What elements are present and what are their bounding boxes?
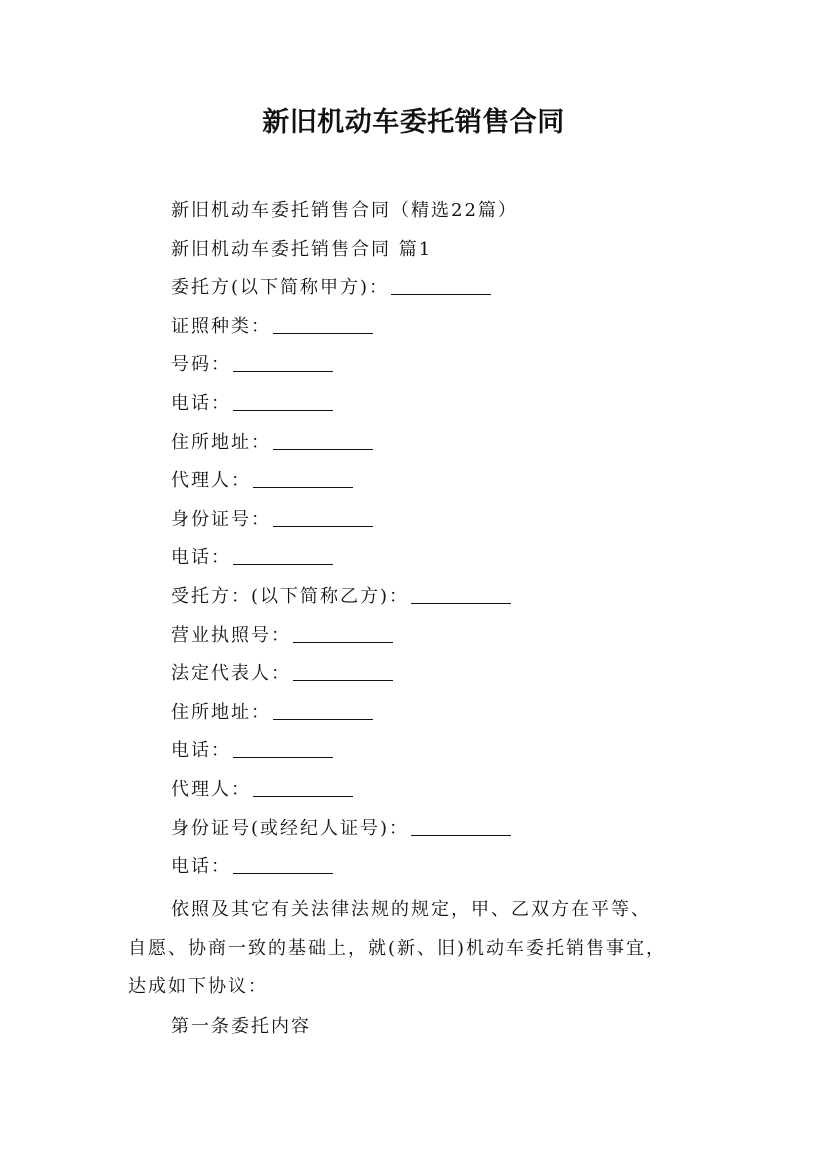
form-field-line [171,737,333,765]
blank-underline [233,546,333,565]
blank-underline [273,315,373,334]
form-field-line [171,583,511,611]
document-title: 新旧机动车委托销售合同 [262,107,565,138]
form-field-line [171,313,373,341]
blank-underline [233,739,333,758]
form-field-line [171,622,393,650]
blank-underline [273,431,373,450]
paragraph-line-3: 达成如下协议： [128,976,268,997]
form-field-line [171,429,373,457]
blank-underline [253,469,353,488]
field-label: 电话： [171,547,231,569]
blank-underline [411,585,511,604]
field-label: 住所地址： [171,431,271,453]
field-label: 代理人： [171,470,251,492]
field-label: 受托方：(以下简称乙方)： [171,586,410,607]
field-label: 法定代表人： [171,663,291,685]
field-label: 住所地址： [171,701,271,723]
field-label: 代理人： [171,779,251,800]
blank-underline [233,353,333,372]
blank-underline [233,855,333,874]
section-heading: 第一条委托内容 [171,1016,311,1037]
blank-underline [293,624,393,643]
form-field-line [171,351,333,379]
blank-underline [293,662,393,681]
field-label: 委托方(以下简称甲方)： [171,277,390,299]
field-label: 身份证号(或经纪人证号)： [171,817,410,839]
field-label: 身份证号： [171,508,271,530]
field-label: 号码： [171,354,231,376]
blank-underline [233,392,333,411]
blank-underline [273,508,373,527]
blank-underline [273,701,373,720]
paragraph-line-2: 自愿、协商一致的基础上，就(新、旧)机动车委托销售事宜， [128,938,667,959]
field-label: 电话： [171,856,231,878]
field-label: 电话： [171,393,231,414]
field-label: 电话： [171,740,231,762]
paragraph-line-1: 依照及其它有关法律法规的规定，甲、乙双方在平等、 [171,899,651,920]
heading-line [171,236,432,264]
form-field-line [171,467,353,495]
field-label: 营业执照号： [171,624,291,646]
form-field-line [171,853,333,881]
form-field-line [171,660,393,688]
blank-underline [391,276,491,295]
field-label: 新旧机动车委托销售合同（精选22篇） [171,200,518,221]
blank-underline [411,817,511,836]
form-field-line [171,776,353,804]
form-field-line [171,274,491,302]
form-field-line [171,506,373,534]
form-field-line [171,815,511,843]
field-label: 证照种类： [171,315,271,337]
form-field-line [171,390,333,418]
blank-underline [253,778,353,797]
form-field-line [171,699,373,727]
form-field-line [171,544,333,572]
heading-line [171,197,518,225]
field-label: 新旧机动车委托销售合同 篇1 [171,238,433,260]
